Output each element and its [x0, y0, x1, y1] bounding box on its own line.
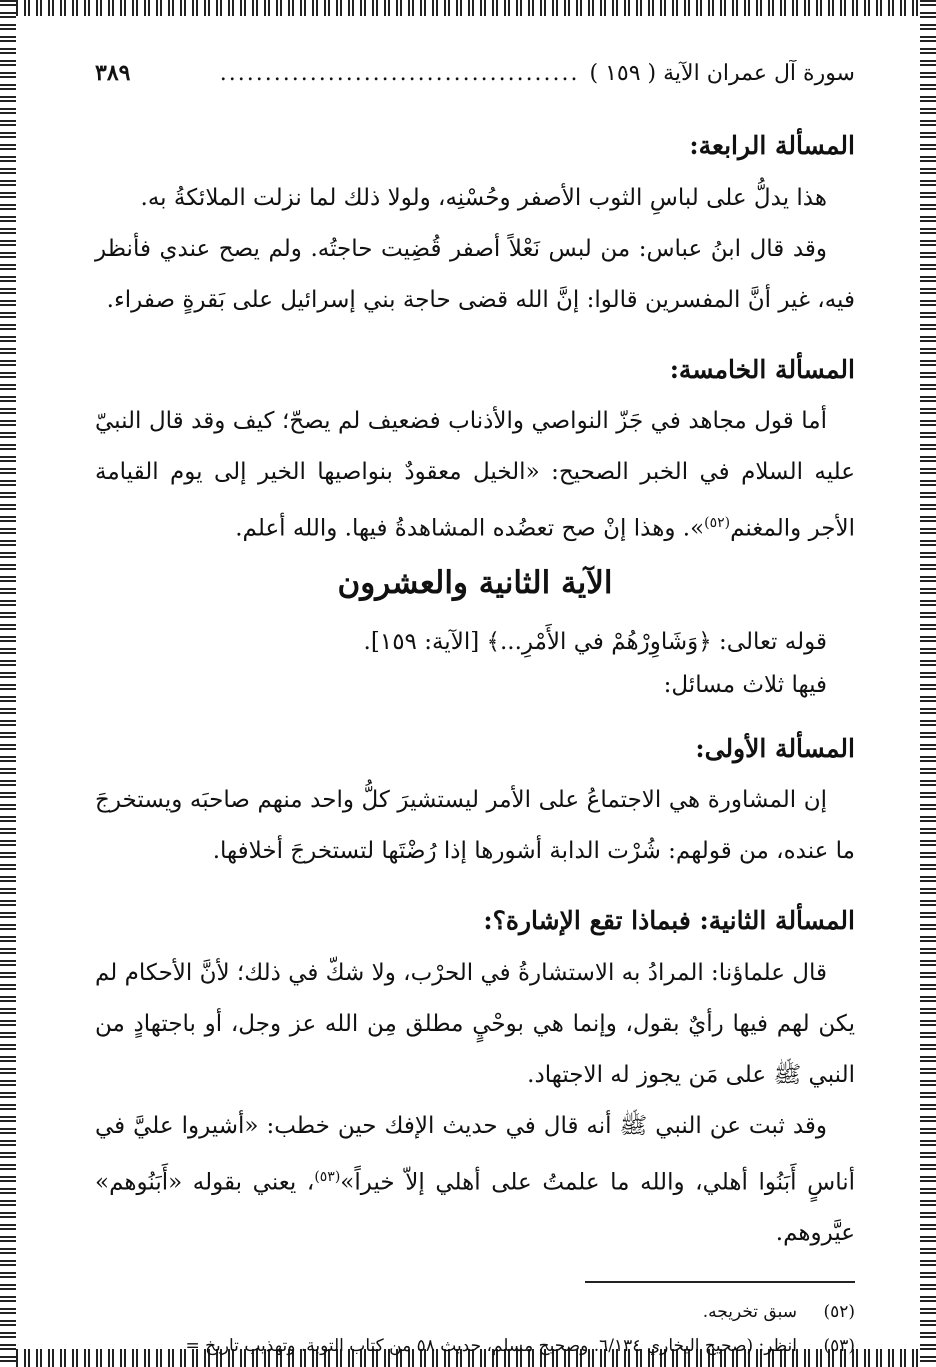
footnote-text: انظر: (صحيح البخاري ٦/١٣٤. وصحيح مسلم، حديث ٥٨ من كتاب التوبة. وتهذيب تاريخ =	[185, 1336, 797, 1357]
decorative-border-top	[0, 0, 936, 16]
section-heading-5: المسألة الخامسة:	[669, 354, 855, 384]
paragraph: قال علماؤنا: المرادُ به الاستشارةُ في الحرْب، ولا شكّ في ذلك؛ لأنَّ الأحكام لم يكن لهم فيها رأيٌ بقول، وإنما هي بوحْيٍ مطلق مِن الله عز وجل، أو باجتهادٍ من النبي ﷺ على مَن يجوز له الاجتهاد.	[95, 959, 855, 1088]
paragraph	[95, 1101, 855, 1260]
section-heading-4: المسألة الرابعة:	[689, 131, 855, 160]
verse-title: الآية الثانية والعشرون	[337, 564, 613, 601]
footnote-text: سبق تخريجه.	[702, 1302, 797, 1323]
section-heading-1: المسألة الأولى:	[695, 733, 855, 763]
paragraph-text: وقد ثبت عن النبي ﷺ أنه قال في حديث الإفك حين خطب: «أشيروا عليَّ في أناسٍ أَبَنُوا أهلي، والله ما علمتُ على أهلي إلاّ خيراً»	[95, 1112, 855, 1196]
paragraph-text: ». وهذا إنْ صح تعضُده المشاهدةُ فيها. والله أعلم.	[235, 515, 705, 542]
decorative-border-left	[0, 0, 16, 1367]
verse-quote: قوله تعالى: ﴿وَشَاوِرْهُمْ في الأَمْرِ...﴾ [الآية: ١٥٩].	[363, 628, 827, 655]
paragraph: هذا يدلُّ على لباسِ الثوب الأصفر وحُسْنِه، ولولا ذلك لما نزلت الملائكةُ به.	[140, 184, 827, 211]
footnote-separator	[585, 1281, 855, 1283]
book-page	[95, 60, 855, 1363]
footnote-number: (٥٢)	[823, 1302, 855, 1323]
paragraph-text: ، يعني بقوله «أَبَنُوهم» عيَّروهم.	[95, 1169, 855, 1247]
footnote	[95, 1329, 855, 1363]
footnote-ref[interactable]: (٥٢)	[704, 515, 731, 531]
paragraph	[95, 396, 855, 555]
footnote-ref[interactable]: (٥٣)	[314, 1168, 341, 1185]
page-number: ٣٨٩	[95, 60, 131, 86]
footnote	[95, 1295, 855, 1329]
paragraph: وقد قال ابنُ عباس: من لبس نَعْلاً أصفر قُضِيت حاجتُه. ولم يصح عندي فأنظر فيه، غير أنَّ المفسرين قالوا: إنَّ الله قضى حاجة بني إسرائيل على بَقرةٍ صفراء.	[95, 235, 855, 313]
decorative-border-right	[920, 0, 936, 1367]
paragraph-text: أما قول مجاهد في جَزّ النواصي والأذناب فضعيف لم يصحّ؛ كيف وقد قال النبيّ عليه السلام في الخبر الصحيح: «الخيل معقودٌ بنواصيها الخير إلى يوم القيامة الأجر والمغنم	[95, 408, 855, 542]
running-header	[95, 60, 855, 102]
header-title: سورة آل عمران الآية ( ١٥٩ )	[589, 61, 855, 86]
header-dots: ........................................	[219, 61, 580, 86]
section-heading-2: المسألة الثانية: فبماذا تقع الإشارة؟:	[483, 906, 855, 936]
footnote-number: (٥٣)	[823, 1336, 855, 1357]
paragraph: فيها ثلاث مسائل:	[663, 671, 827, 698]
paragraph: إن المشاورة هي الاجتماعُ على الأمر ليستشيرَ كلُّ واحد منهم صاحبَه ويستخرجَ ما عنده، من قولهم: شُرْت الدابة أشورها إذا رُضْتَها لتستخرجَ أخلافها.	[95, 787, 855, 865]
